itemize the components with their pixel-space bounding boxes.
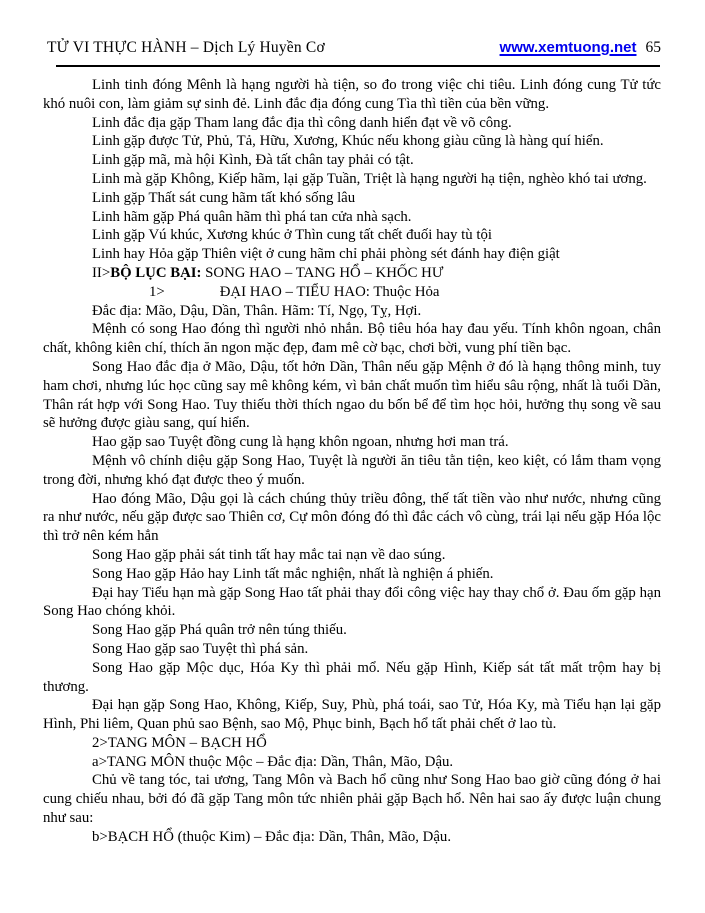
paragraph: Linh đắc địa gặp Tham lang đắc địa thì công danh hiển đạt về võ công. bbox=[92, 114, 512, 131]
paragraph: Đại hay Tiểu hạn mà gặp Song Hao tất phải thay đổi công việc hay thay chổ ở. Đau ốm gặp hạn Song Hao chóng khỏi. bbox=[43, 584, 661, 620]
paragraph: Linh gặp Vú khúc, Xương khúc ở Thìn cung tất chết đuối hay tù tội bbox=[92, 227, 492, 244]
paragraph: Linh tinh đóng Mênh là hạng người hà tiện, so đo trong việc chi tiêu. Linh đóng cung Tử tức khó nuôi con, làm giảm sự sinh đẻ. Linh đắc địa đóng cung Tìa thì tiền của bền vững. bbox=[43, 77, 661, 112]
header-divider bbox=[56, 65, 660, 67]
paragraph: 2>TANG MÔN – BẠCH HỔ bbox=[92, 734, 267, 751]
sub-section-heading bbox=[43, 283, 661, 302]
paragraph: Song Hao gặp Hảo hay Linh tất mắc nghiện, nhất là nghiện á phiến. bbox=[92, 565, 494, 582]
paragraph: Hao gặp sao Tuyệt đồng cung là hạng khôn ngoan, nhưng hơi man trá. bbox=[92, 434, 509, 451]
page-header bbox=[43, 39, 661, 57]
paragraph: Mệnh vô chính diệu gặp Song Hao, Tuyệt là người ăn tiêu tằn tiện, keo kiệt, có lắm tham vọng trong đời, nhưng khó đạt được theo ý muốn. bbox=[43, 452, 661, 488]
paragraph: Mệnh có song Hao đóng thì người nhỏ nhắn. Bộ tiêu hóa hay đau yếu. Tính khôn ngoan, chân chất, không kiên chí, thích ăn ngon mặc đẹp, đam mê cờ bạc, chơi bời, vung phí tiền bạc. bbox=[43, 321, 661, 357]
section-heading bbox=[43, 264, 661, 283]
paragraph: Song Hao gặp phải sát tinh tất hay mắc tai nạn về dao súng. bbox=[92, 546, 446, 563]
header-right bbox=[500, 39, 661, 57]
book-title: TỬ VI THỰC HÀNH – Dịch Lý Huyền Cơ bbox=[47, 39, 325, 56]
paragraph: Song Hao đắc địa ở Mão, Dậu, tốt hởn Dần, Thân nếu gặp Mệnh ở đó là hạng thông minh, tuy ham chơi, nhưng lúc học cũng say mê không kém, vì bản chất muốn tìm hiểu sâu rộng, nhất là tuổi Dần, Thân rát hợp với Song Hao. Tuy thiếu thời thích ngao du bốn bể để tìm học hỏi, hưởng thụ song về sau sẽ hưởng được giàu sang, quí hiển. bbox=[43, 358, 661, 432]
document-body bbox=[43, 76, 661, 847]
sub-section-title: ĐẠI HAO – TIỂU HAO: Thuộc Hỏa bbox=[219, 283, 440, 300]
paragraph: a>TANG MÔN thuộc Mộc – Đắc địa: Dần, Thân, Mão, Dậu. bbox=[92, 753, 454, 770]
paragraph: Linh hãm gặp Phá quân hãm thì phá tan cửa nhà sạch. bbox=[92, 208, 412, 225]
paragraph: Song Hao gặp sao Tuyệt thì phá sản. bbox=[92, 640, 309, 657]
paragraph: Linh gặp được Tử, Phủ, Tả, Hữu, Xương, Khúc nếu khong giàu cũng là hàng quí hiển. bbox=[92, 133, 604, 150]
section-title-rest: SONG HAO – TANG HỔ – KHỐC HƯ bbox=[201, 264, 444, 281]
section-number: II> bbox=[92, 264, 111, 281]
paragraph: Linh hay Hỏa gặp Thiên việt ở cung hãm chỉ phải phòng sét đánh hay điện giật bbox=[92, 246, 560, 263]
paragraph: b>BẠCH HỔ (thuộc Kim) – Đắc địa: Dần, Thân, Mão, Dậu. bbox=[92, 828, 452, 845]
paragraph: Linh gặp mã, mà hội Kình, Đà tất chân tay phải có tật. bbox=[92, 152, 414, 169]
sub-section-number: 1> bbox=[149, 283, 165, 300]
website-link[interactable]: www.xemtuong.net bbox=[499, 39, 637, 56]
paragraph: Hao đóng Mão, Dậu gọi là cách chúng thủy triều đông, thế tất tiền vào như nước, nhưng cũng ra như nước, nếu gặp được sao Thiên cơ, Cự môn đóng đó thì đắc cách vô cùng, trái lại nếu gặp Hóa lộc thì trở nên kém hẳn bbox=[43, 490, 661, 545]
paragraph: Đắc địa: Mão, Dậu, Dần, Thân. Hãm: Tí, Ngọ, Tỵ, Hợi. bbox=[92, 302, 422, 319]
paragraph: Linh mà gặp Không, Kiếp hãm, lại gặp Tuần, Triệt là hạng người hạ tiện, nghèo khó tai ương. bbox=[92, 170, 647, 187]
paragraph: Chủ về tang tóc, tai ương, Tang Môn và Bach hổ cũng như Song Hao bao giờ cũng đóng ở hai cung chiếu nhau, bởi đó đã gặp Tang môn tức nhiên phải gặp Bạch hổ. Nên hai sao ấy được luận chung như sau: bbox=[43, 772, 661, 827]
section-title-bold: BỘ LỤC BẠI: bbox=[110, 264, 202, 281]
paragraph: Song Hao gặp Phá quân trở nên túng thiếu. bbox=[92, 622, 347, 639]
paragraph: Song Hao gặp Mộc dục, Hóa Ky thì phải mổ. Nếu gặp Hình, Kiếp sát tất mất trộm hay bị thương. bbox=[43, 659, 661, 695]
paragraph: Linh gặp Thất sát cung hãm tất khó sống lâu bbox=[92, 189, 356, 206]
page-number: 65 bbox=[645, 39, 661, 56]
paragraph: Đại hạn gặp Song Hao, Không, Kiếp, Suy, Phù, phá toái, sao Tử, Hóa Ky, mà Tiểu hạn lại gặp Hình, Phi liêm, Quan phủ sao Bệnh, sao Mộ, Phục binh, Bạch hổ tất phải chết ở lao tù. bbox=[43, 697, 661, 733]
